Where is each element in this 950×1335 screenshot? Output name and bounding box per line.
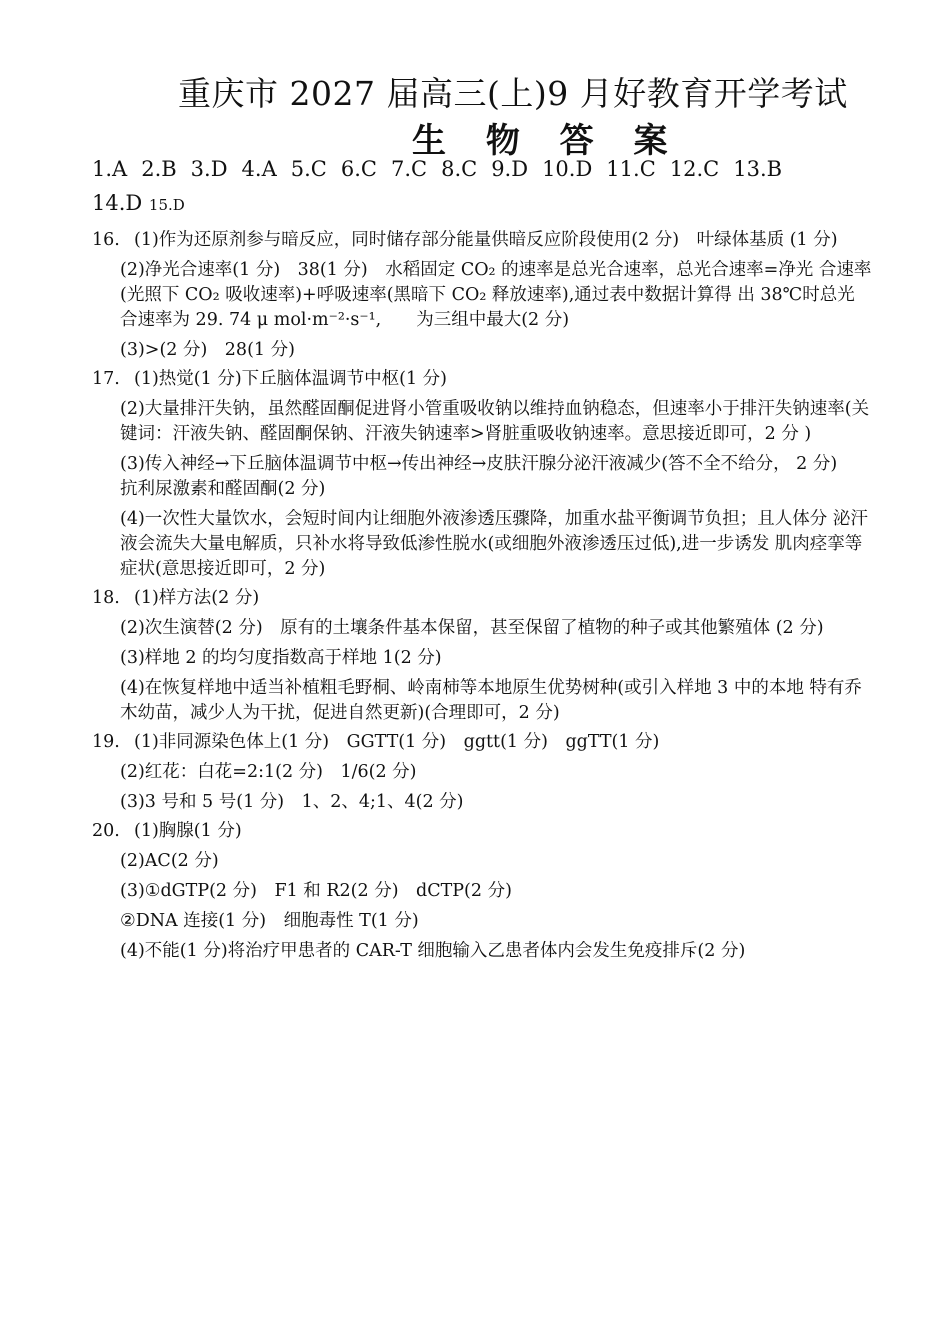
choice-answer: 14.D: [92, 191, 143, 215]
choice-answer: 11.C: [606, 157, 656, 181]
answer-part: (2)AC(2 分): [120, 851, 219, 871]
choice-answer: 7.C: [390, 157, 428, 181]
question-17: [92, 367, 872, 582]
answer-part: (3)3 号和 5 号(1 分) 1、2、4;1、4(2 分): [120, 792, 464, 812]
answer-part: (4)一次性大量饮水，会短时间内让细胞外液渗透压骤降，加重水盐平衡调节负担；且人体分 泌汗液会流失大量电解质，只补水将导致低渗性脱水(或细胞外液渗透压过低),进一步诱发 肌肉痉挛等症状(意思接近即可，2 分): [120, 509, 868, 579]
answer-part: (2)次生演替(2 分) 原有的土壤条件基本保留，甚至保留了植物的种子或其他繁殖体 (2 分): [120, 618, 824, 638]
answer-part: (1)非同源染色体上(1 分) GGTT(1 分) ggtt(1 分) ggTT(1 分): [134, 732, 660, 752]
answer-part: (3)①dGTP(2 分) F1 和 R2(2 分) dCTP(2 分): [120, 881, 512, 901]
choice-answer: 4.A: [241, 157, 277, 181]
answer-part: (2)大量排汗失钠，虽然醛固酮促进肾小管重吸收钠以维持血钠稳态，但速率小于排汗失钠速率(关键词：汗液失钠、醛固酮保钠、汗液失钠速率>肾脏重吸收钠速率。意思接近即可，2 分 ): [120, 399, 870, 444]
choice-answer: 6.C: [340, 157, 377, 181]
answer-part: (1)胸腺(1 分): [134, 821, 242, 841]
exam-title: 重庆市 2027 届高三(上)9 月好教育开学考试: [178, 74, 848, 113]
answer-part: (2)净光合速率(1 分) 38(1 分) 水稻固定 CO₂ 的速率是总光合速率，总光合速率=净光 合速率(光照下 CO₂ 吸收速率)+呼吸速率(黑暗下 CO₂ 释放速率),通过表中数据计算得 出 38℃时总光合速率为 29. 74 μ mol·m⁻²·s⁻¹, 为三组中最大(2 分): [120, 260, 872, 330]
choice-answer: 15.D: [148, 196, 185, 214]
answer-part: (1)样方法(2 分): [134, 588, 260, 608]
answer-part: (3)传入神经→下丘脑体温调节中枢→传出神经→皮肤汗腺分泌汗液减少(答不全不给分， 2 分) 抗利尿激素和醛固酮(2 分): [120, 454, 855, 499]
answer-part: (2)红花：白花=2:1(2 分) 1/6(2 分): [120, 762, 417, 782]
choice-answer: 1.A: [92, 157, 128, 181]
question-18: [92, 586, 872, 726]
answer-body: [92, 228, 872, 964]
answer-part: (4)不能(1 分)将治疗甲患者的 CAR-T 细胞输入乙患者体内会发生免疫排斥(2 分): [120, 941, 746, 961]
choice-answer: 12.C: [669, 157, 720, 181]
answer-part: (4)在恢复样地中适当补植粗毛野桐、岭南柿等本地原生优势树种(或引入样地 3 中的本地 特有乔木幼苗，减少人为干扰，促进自然更新)(合理即可，2 分): [120, 678, 862, 723]
answer-part: (1)热觉(1 分)下丘脑体温调节中枢(1 分): [134, 369, 447, 389]
choice-answer: 13.B: [733, 157, 783, 181]
answer-part: (3)>(2 分) 28(1 分): [120, 340, 295, 360]
choice-answers-row-2: [92, 191, 912, 215]
choice-answer: 8.C: [441, 157, 478, 181]
question-number: 18.: [92, 588, 120, 608]
question-number: 16.: [92, 230, 120, 250]
question-number: 17.: [92, 369, 120, 389]
question-number: 19.: [92, 732, 120, 752]
choice-answer: 5.C: [290, 157, 327, 181]
question-20: [92, 819, 872, 964]
choice-answer: 10.D: [542, 157, 593, 181]
choice-answers-row-1: [92, 157, 912, 181]
answer-part: (1)作为还原剂参与暗反应，同时储存部分能量供暗反应阶段使用(2 分) 叶绿体基质 (1 分): [134, 230, 838, 250]
question-16: [92, 228, 872, 363]
question-19: [92, 730, 872, 815]
subject-answer-heading: 生 物 答 案: [412, 121, 682, 161]
question-number: 20.: [92, 821, 120, 841]
choice-answer: 2.B: [141, 157, 177, 181]
choice-answer: 3.D: [190, 157, 228, 181]
choice-answer: 9.D: [491, 157, 529, 181]
answer-part: ②DNA 连接(1 分) 细胞毒性 T(1 分): [120, 911, 419, 931]
multiple-choice-answers: [92, 157, 912, 215]
answer-part: (3)样地 2 的均匀度指数高于样地 1(2 分): [120, 648, 442, 668]
